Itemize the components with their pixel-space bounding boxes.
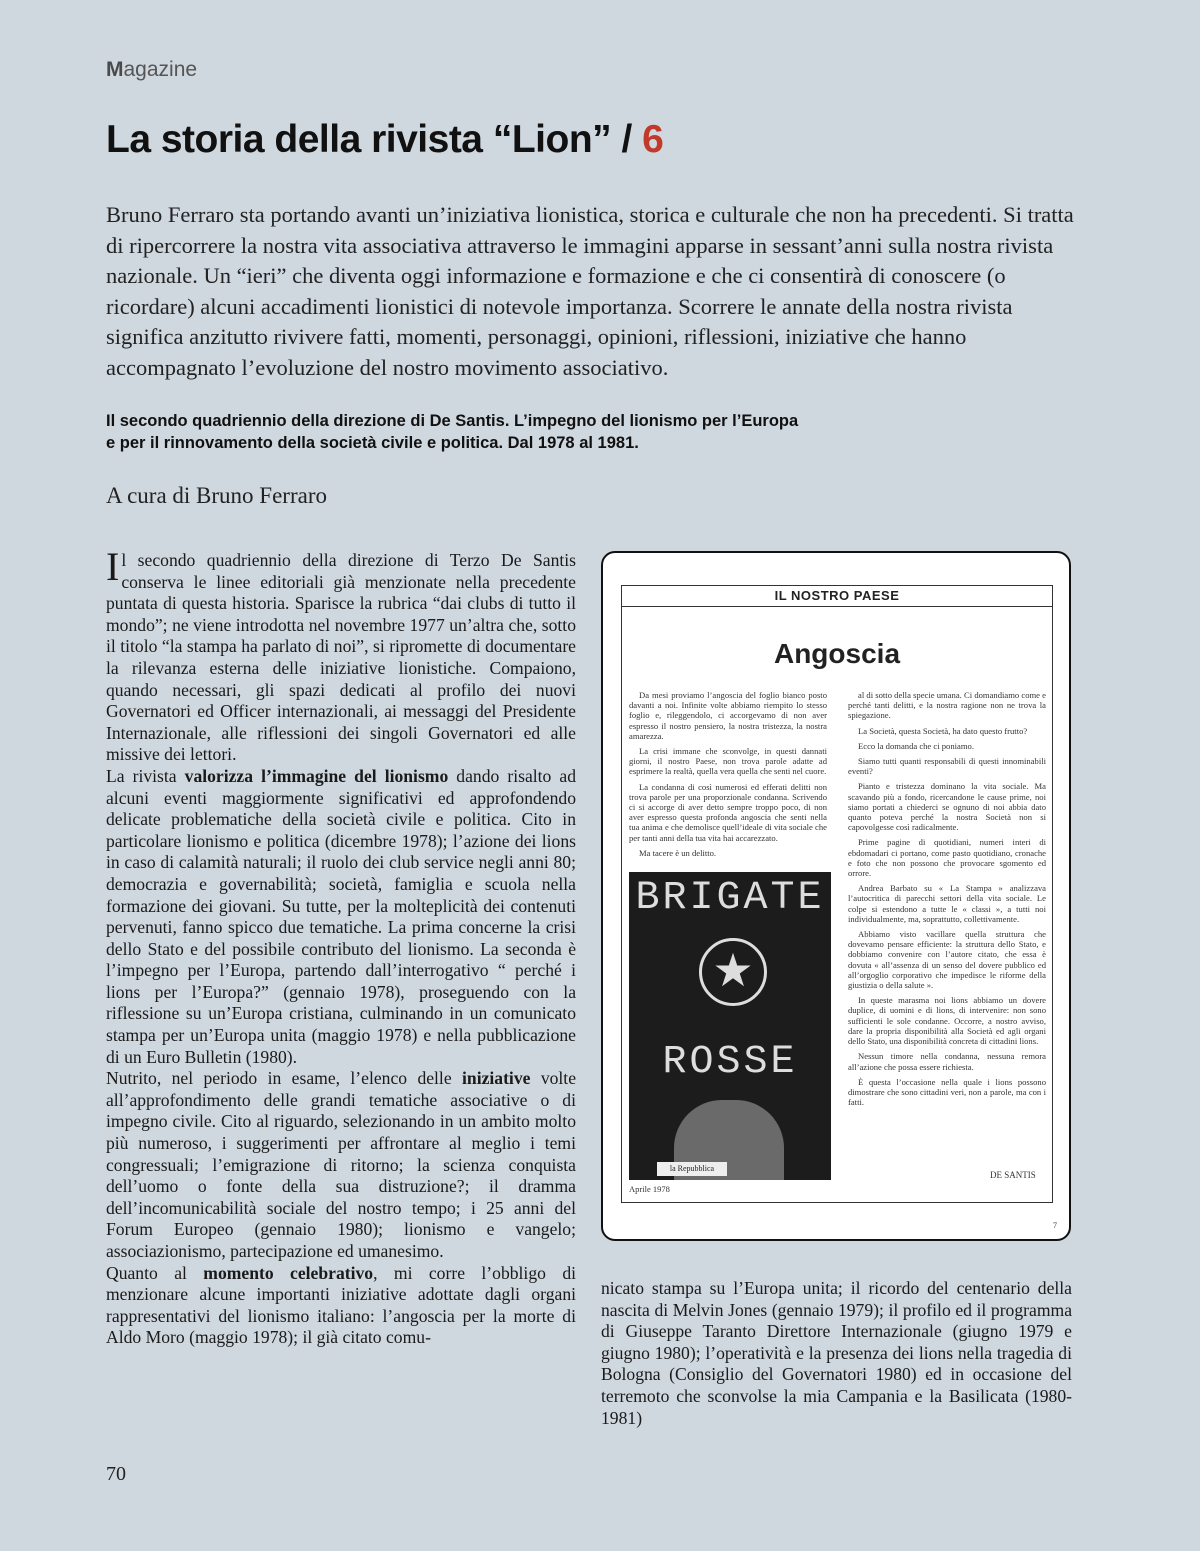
- embedded-page-number: 7: [1053, 1221, 1057, 1230]
- photo-text-top: BRIGATE: [635, 876, 825, 921]
- body-paragraph-2-bold: valorizza l’immagine del lionismo: [184, 765, 449, 786]
- embedded-page-frame: [621, 585, 1053, 1203]
- subhead-line-1: Il secondo quadriennio della direzione di De Santis. L’impegno del lionismo per l’Europa: [106, 412, 799, 430]
- body-paragraph-3: [106, 1068, 576, 1262]
- embedded-left-paragraph: La condanna di così numerosi ed efferati delitti non trova parole per una proporzionale condanna. Scrivendo ci si accorge di aver detto sempre troppo poco, di non aver espresso questa profonda angoscia che senti nella tua anima e che demolisce quell’ideale di vita sociale che per tanti anni della tua vita hai accarezzato.: [629, 781, 827, 843]
- embedded-page-image: [601, 551, 1071, 1241]
- body-paragraph-1: [106, 544, 576, 766]
- embedded-right-paragraph: Pianto e tristezza dominano la vita sociale. Ma scavando più a fondo, ricercandone le cause prime, noi siamo portati a chiederci se ognuno di noi abbia dato quanto poteva perché la nostra Società non si capovolgesse così radicalmente.: [848, 781, 1046, 833]
- embedded-right-paragraph: Ecco la domanda che ci poniamo.: [858, 740, 974, 751]
- drop-cap: I: [106, 544, 120, 589]
- embedded-page-title: Angoscia: [773, 638, 901, 669]
- body-paragraph-3-end: volte all’approfondimento delle grandi tematiche associative o di impegno civile. Cito al riguardo, selezionando in un ambito molto più numeroso, i suggerimenti per affrontare al meglio i temi congressuali; l’emigrazione di ritorno; la scienza conquista dell’uomo o fonte della sua distruzione?; il dramma dell’incomunicabilità sociale del nostro tempo; i 25 anni del Forum Europeo (gennaio 1980); lionismo e vangelo; associazionismo, partecipazione ed umanesimo.: [106, 1068, 576, 1261]
- byline: A cura di Bruno Ferraro: [106, 483, 327, 508]
- body-paragraph-4: [106, 1263, 576, 1349]
- headline-number: 6: [642, 118, 664, 161]
- lead-paragraph: Bruno Ferraro sta portando avanti un’iniziativa lionistica, storica e culturale che non ha precedenti. Si tratta di ripercorrere la nostra vita associativa attraverso le immagini apparse in sessant’anni sulla nostra rivista nazionale. Un “ieri” che diventa oggi informazione e formazione e che ci consentirà di conoscere (o ricordare) alcuni accadimenti lionistici di notevole importanza. Scorrere le annate della nostra rivista significa anzitutto rivivere fatti, momenti, personaggi, opinioni, riflessioni, iniziative che hanno accompagnato l’evoluzione del nostro movimento associativo.: [106, 202, 1074, 380]
- body-paragraph-continued: nicato stampa su l’Europa unita; il ricordo del centenario della nascita di Melvin Jones (gennaio 1979); il profilo ed il programma di Giuseppe Taranto Direttore Internazionale (giugno 1979 e giugno 1980); l’operatività e la presenza dei lions nella tragedia di Bologna (Consiglio del Governatori 1980) ed in occasione del terremoto che sconvolse la mia Campania e la Basilicata (1980-1981): [601, 1278, 1072, 1428]
- embedded-page-header: IL NOSTRO PAESE: [622, 586, 1052, 607]
- section-initial: M: [106, 58, 124, 81]
- photo-newspaper: la Repubblica: [657, 1162, 727, 1176]
- embedded-page-date: Aprile 1978: [629, 1184, 670, 1194]
- page-number: 70: [106, 1463, 126, 1485]
- embedded-right-paragraph: Prime pagine di quotidiani, numeri interi di ebdomadari ci portano, come pasto quotidiano, cronache e foto che non possono che provocare sgomento ed orrore.: [848, 837, 1046, 879]
- star-icon: ★: [699, 938, 767, 1006]
- body-paragraph-2-end: dando risalto ad alcuni eventi maggiormente significativi ed approfondendo delicate problematiche della società civile e politica. Cito in particolare lionismo e politica (dicembre 1978); l’azione dei lions in caso di calamità naturali; il ruolo dei club service negli anni 80; democrazia e governabilità; società, famiglia e scuola nella formazione dei giovani. Su tutte, per la molteplicità dei contenuti pervenuti, fanno spicco due tematiche. La prima concerne la crisi dello Stato e del possibile contributo del lionismo. La seconda è l’impegno per l’Europa, partendo dall’interrogativo “ perché i lions per l’Europa?” (gennaio 1978), proseguendo con la riflessione su un’Europa cristiana, culminando in un comunicato stampa per un’Europa unita (maggio 1978) e nella pubblicazione di un Euro Bulletin (1980).: [106, 765, 576, 1067]
- body-column-right: [601, 1278, 1072, 1429]
- page-title: [106, 118, 663, 162]
- subhead-line-2: e per il rinnovamento della società civile e politica. Dal 1978 al 1981.: [106, 434, 639, 452]
- photo-text-bottom: ROSSE: [662, 1040, 798, 1085]
- headline-text: La storia della rivista “Lion” /: [106, 118, 643, 161]
- embedded-page-signature: DE SANTIS: [990, 1170, 1036, 1180]
- body-paragraph-2-start: La rivista: [106, 765, 185, 786]
- body-paragraph-2: [106, 766, 576, 1068]
- embedded-left-column: [629, 690, 827, 860]
- embedded-right-paragraph: Nessun timore nella condanna, nessuna remora all’azione che possa essere richiesta.: [848, 1051, 1046, 1072]
- embedded-right-paragraph: Andrea Barbato su « La Stampa » analizzava l’autocritica di parecchi settori della vita sociale. Le colpe si estendono a tutte le « classi », a tutti noi individualmente, ma, soprattutto, collettivamente.: [848, 883, 1046, 924]
- brigate-rosse-photo: [629, 872, 831, 1180]
- embedded-right-paragraph: In queste marasma noi lions abbiamo un dovere duplice, di uomini e di lions, di intervenire: non sono sufficienti le sole condanne. Occorre, a nostro avviso, dare la propria disponibilità alla Società ed agli organi dello Stato, una disponibilità concreta di cittadini lions.: [848, 995, 1046, 1047]
- body-paragraph-4-start: Quanto al: [106, 1262, 204, 1283]
- embedded-right-paragraph: La Società, questa Società, ha dato questo frutto?: [858, 725, 1028, 736]
- embedded-left-paragraph: Ma tacere è un delitto.: [639, 847, 717, 858]
- body-column-left: [106, 544, 576, 1349]
- body-paragraph-4-bold: momento celebrativo: [203, 1262, 374, 1283]
- body-paragraph-3-start: Nutrito, nel periodo in esame, l’elenco delle: [106, 1068, 463, 1089]
- body-paragraph-4-end: , mi corre l’obbligo di menzionare alcune importanti iniziative adottate dagli organi rappresentativi del lionismo italiano: l’angoscia per la morte di Aldo Moro (maggio 1978); il già citato comu-: [106, 1262, 576, 1348]
- section-rest: agazine: [123, 58, 198, 81]
- embedded-right-paragraph: al di sotto della specie umana. Ci domandiamo come e perché tanti delitti, e la nostra ragione non ne trova la spiegazione.: [848, 690, 1046, 721]
- subhead: [106, 410, 966, 454]
- embedded-left-paragraph: La crisi immane che sconvolge, in questi dannati giorni, il nostro Paese, non trova parole adatte ad esprimere la realtà, quella vera quella che senti nel cuore.: [629, 746, 827, 777]
- body-paragraph-1-text: l secondo quadriennio della direzione di Terzo De Santis conserva le linee editoriali già menzionate nella precedente puntata di questa historia. Sparisce la rubrica “dai clubs di tutto il mondo”; ne viene introdotta nel novembre 1977 un’altra che, sotto il titolo “la stampa ha parlato di noi”, si ripromette di documentare la rilevanza esterna delle iniziative lionistiche. Compaiono, quando necessari, gli spazi dedicati al profilo dei nuovi Governatori ed Officer internazionali, ai messaggi del Presidente Internazionale, alle riflessioni dei singoli Governatori ed alle missive dei lettori.: [106, 550, 576, 765]
- embedded-right-paragraph: Siamo tutti quanti responsabili di questi innominabili eventi?: [848, 756, 1046, 777]
- embedded-right-column: [848, 690, 1046, 1190]
- body-paragraph-3-bold: iniziative: [462, 1068, 531, 1089]
- embedded-left-paragraph: Da mesi proviamo l’angoscia del foglio bianco posto davanti a noi. Infinite volte abbiamo riempito lo stesso foglio e, rileggendolo, ci accorgevamo di non aver espresso il nostro pensiero, la nostra tristezza, la nostra amarezza.: [629, 690, 827, 741]
- embedded-right-paragraph: È questa l’occasione nella quale i lions possono dimostrare che sono cittadini veri, non a parole, ma con i fatti.: [848, 1076, 1046, 1108]
- section-label: [106, 58, 197, 82]
- embedded-right-paragraph: Abbiamo visto vacillare quella struttura che dovevamo pensare efficiente: la struttura dello Stato, e dobbiamo convenire con l’autore citato, che essa è dovuta « all’assenza di un senso del dovere pubblico ed all’orgoglio corporativo che impedisce le riforme della giustizia o della salute ».: [848, 929, 1046, 991]
